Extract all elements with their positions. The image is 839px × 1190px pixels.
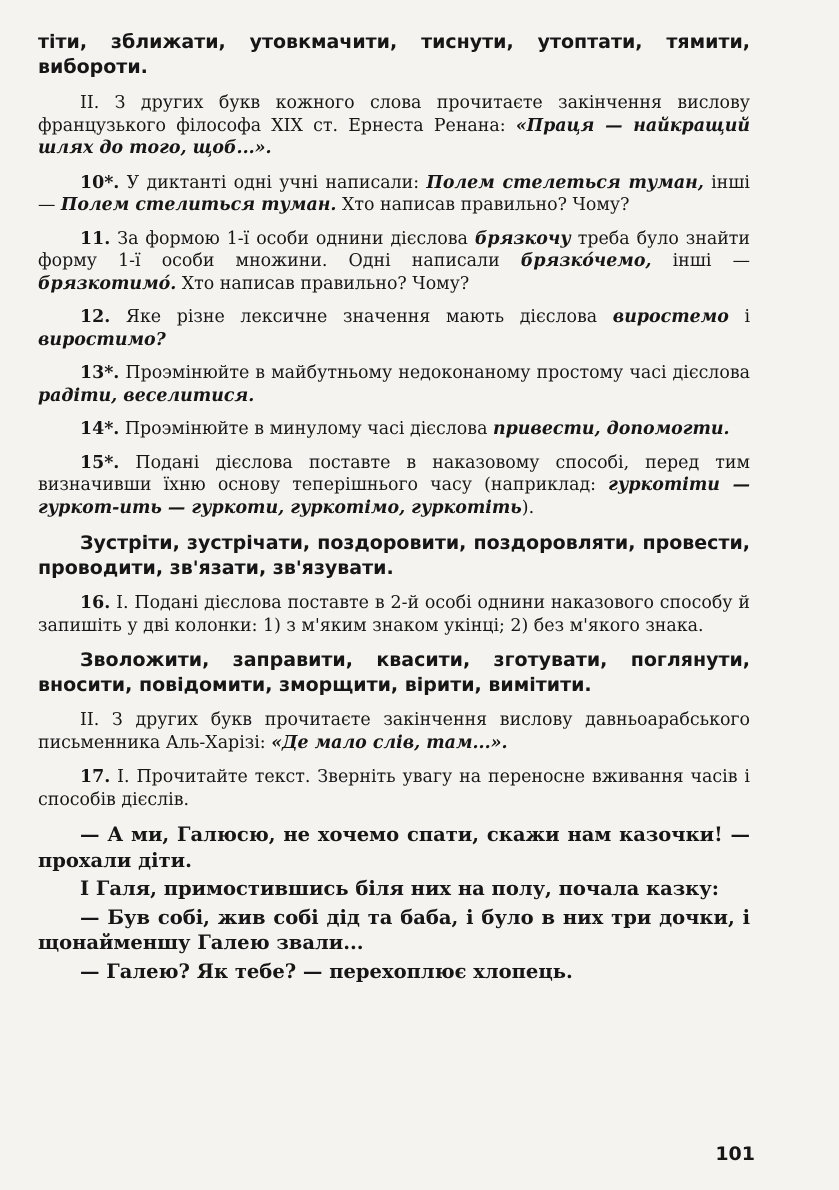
example-text: Полем стелеться туман, (426, 172, 704, 193)
task-text: І. Прочитайте текст. Зверніть увагу на переносне вживання часів і способів дієслів. (38, 767, 750, 810)
task-text: За формою 1-ї особи однини дієслова (110, 228, 475, 249)
exercise-14 (38, 418, 750, 441)
text-column (38, 30, 750, 984)
exercise-12 (38, 306, 750, 351)
story-line-3 (38, 905, 750, 956)
task-text: Яке різне лексичне значення мають дієслова (110, 307, 613, 327)
exercise-10 (38, 172, 750, 217)
example-text: радіти, веселитися. (38, 385, 255, 406)
task-text: І. Подані дієслова поставте в 2-й особі однини наказового способу й запишіть у дві колонки: 1) з м'яким знаком укінці; 2) без м'якого знака. (38, 593, 750, 636)
task-text: треба було знайти форму 1-ї особи множини. Одні написали (38, 228, 751, 271)
exercise-number: 10*. (80, 172, 120, 193)
story-line-1 (38, 822, 750, 873)
task-text: Проэмінюйте в майбутньому недоконаному простому часі дієслова (119, 363, 750, 383)
task-text: Хто написав правильно? Чому? (176, 273, 470, 294)
exercise-16-part-2 (38, 709, 750, 754)
quote-text: «Праця — найкращий шлях до того, щоб...». (38, 115, 750, 158)
story-line-2 (38, 876, 750, 902)
page-number: 101 (715, 1143, 755, 1165)
exercise-number: 11. (80, 228, 111, 249)
exercise-number: 13*. (80, 363, 120, 383)
task-text: ). (521, 497, 535, 518)
task-text: ІІ. З других букв кожного слова прочитаєте закінчення вислову французького філософа XIX ст. Ернеста Ренана: (38, 93, 750, 136)
example-text: Полем стелиться туман. (60, 195, 337, 215)
word-list-text: Зволожити, заправити, квасити, зготувати, поглянути, вносити, повідомити, зморщити, вірити, вимітити. (38, 649, 750, 696)
exercise-number: 15*. (80, 452, 120, 473)
example-text: гуркотіти — гуркот-ить — гуркоти, гуркотімо, гуркотіть (38, 475, 750, 518)
task-text: Подані дієслова поставте в наказовому способі, перед тим визначивши їхню основу теперішнього часу (наприклад: (38, 452, 750, 495)
word-list-continuation (38, 30, 750, 80)
exercise-number: 17. (80, 767, 111, 787)
story-text: — Галею? Як тебе? — перехоплює хлопець. (80, 959, 573, 983)
exercise-number: 14*. (80, 419, 120, 439)
example-text: брязкочу (474, 228, 571, 249)
word-list-text: Зустріти, зустрічати, поздоровити, поздоровляти, провести, проводити, зв'язати, зв'язувати. (38, 532, 750, 579)
example-text: виростемо (612, 307, 729, 327)
example-text: брязко́чемо, (520, 251, 652, 271)
exercise-13 (38, 362, 750, 407)
word-list-text: тіти, зближати, утовкмачити, тиснути, утоптати, тямити, вибороти. (38, 31, 750, 78)
task-text: У диктанті одні учні написали: (119, 172, 427, 193)
exercise-number: 12. (80, 307, 111, 327)
quote-text: «Де мало слів, там...». (271, 732, 508, 753)
story-line-4 (38, 959, 750, 985)
story-text: — Був собі, жив собі дід та баба, і було в них три дочки, і щонайменшу Галею звали... (38, 905, 750, 954)
example-text: привести, допомогти. (492, 419, 730, 439)
task-text: ІІ. З других букв прочитаєте закінчення вислову давньоарабського письменника Аль-Харізі: (38, 710, 750, 753)
word-list-15 (38, 531, 750, 581)
task-text: Хто написав правильно? Чому? (336, 195, 630, 215)
task-text: інші — (38, 172, 750, 215)
task-9-part-2 (38, 92, 750, 160)
task-text: інші — (651, 251, 750, 271)
story-text: — А ми, Галюсю, не хочемо спати, скажи нам казочки! — прохали діти. (38, 823, 750, 872)
task-text: Проэмінюйте в минулому часі дієслова (119, 419, 493, 439)
exercise-11 (38, 228, 750, 296)
exercise-17 (38, 766, 750, 811)
exercise-15 (38, 452, 750, 520)
exercise-number: 16. (80, 593, 111, 613)
story-text: І Галя, примостившись біля них на полу, почала казку: (80, 877, 719, 900)
exercise-16 (38, 592, 750, 637)
word-list-16 (38, 648, 750, 698)
example-text: брязкотимо́. (38, 273, 177, 294)
task-text: і (728, 307, 751, 327)
example-text: виростимо? (38, 329, 166, 350)
